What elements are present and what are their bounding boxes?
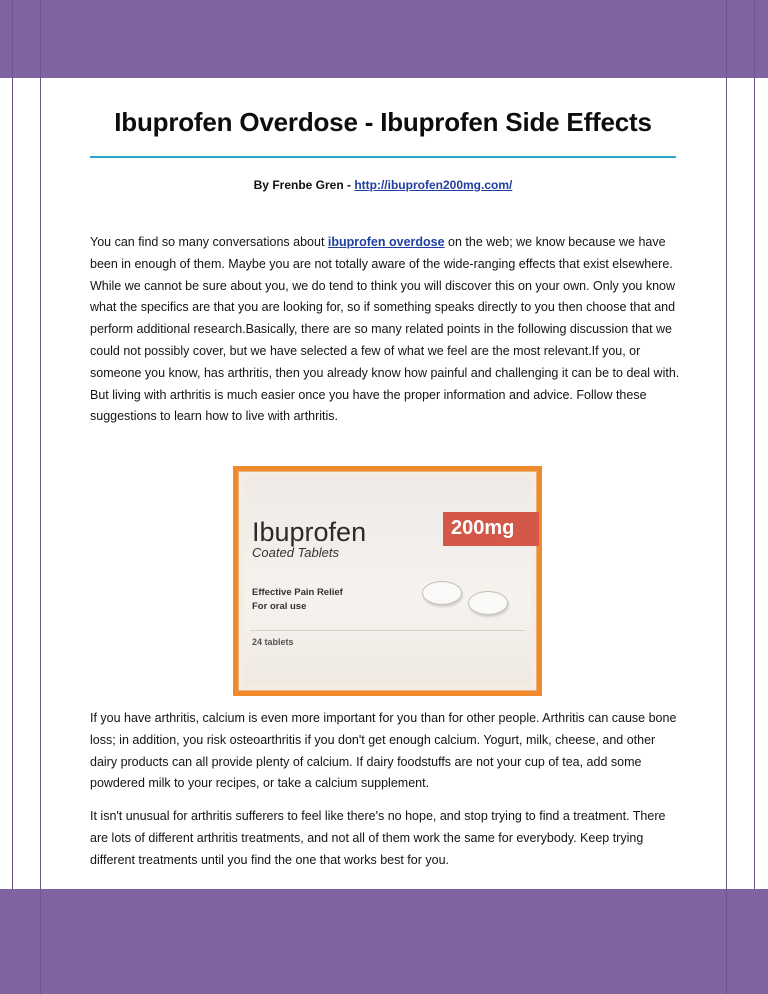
author: By Frenbe Gren - <box>253 178 355 192</box>
footer-band <box>0 889 768 994</box>
box-divider <box>250 630 525 631</box>
page-title: Ibuprofen Overdose - Ibuprofen Side Effects <box>114 107 652 138</box>
product-box-face <box>244 477 531 685</box>
product-usage: For oral use <box>252 601 307 612</box>
left-border-line <box>12 0 13 994</box>
byline <box>90 178 676 192</box>
band-divider <box>726 889 727 994</box>
product-claim: Effective Pain Relief <box>252 587 343 598</box>
tablet-icon <box>468 591 508 615</box>
paragraph-calcium: If you have arthritis, calcium is even more important for you than for other people. Arthritis can cause bone loss; in addition, you risk osteoarthritis if you don't get enough calcium. Yogurt, milk, cheese, and other dairy products can all provide plenty of calcium. If dairy foodstuffs are not your cup of tea, add some powdered milk to your recipes, or take a calcium supplement. <box>90 711 677 791</box>
header-band <box>0 0 768 78</box>
right-margin-line <box>726 0 727 994</box>
product-subtitle: Coated Tablets <box>252 545 339 560</box>
intro-text-start: You can find so many conversations about <box>90 235 328 249</box>
product-image <box>233 466 542 696</box>
product-count: 24 tablets <box>252 637 294 647</box>
left-margin-line <box>40 0 41 994</box>
title-rule <box>90 156 676 158</box>
tablet-icon <box>422 581 462 605</box>
right-border-line <box>754 0 755 994</box>
paragraph-intro <box>90 232 680 428</box>
site-link[interactable]: http://ibuprofen200mg.com/ <box>354 178 513 192</box>
ibuprofen-overdose-link[interactable]: ibuprofen overdose <box>327 235 445 249</box>
intro-text-rest: on the web; we know because we have been in enough of them. Maybe you are not totally aware of the wide-ranging effects that exist elsewhere. While we cannot be sure about you, we do tend to think you will discover this on your own. Only you know what the specifics are that you are looking for, so if something speaks directly to you then choose that and perform additional research.Basically, there are so many related points in the following discussion that we could not possibly cover, but we have selected a few of what we feel are the most relevant.If you, or someone you know, has arthritis, then you already know how painful and challenging it can be to deal with. But living with arthritis is much easier once you have the proper information and advice. Follow these suggestions to learn how to live with arthritis. <box>90 235 680 424</box>
product-brand: Ibuprofen <box>252 517 367 547</box>
product-dose: 200mg <box>451 517 515 539</box>
band-divider <box>40 889 41 994</box>
paragraph-treatments: It isn't unusual for arthritis sufferers to feel like there's no hope, and stop trying to find a treatment. There are lots of different arthritis treatments, and not all of them work the same for everybody. Keep trying different treatments until you find the one that works best for you. <box>90 809 666 867</box>
